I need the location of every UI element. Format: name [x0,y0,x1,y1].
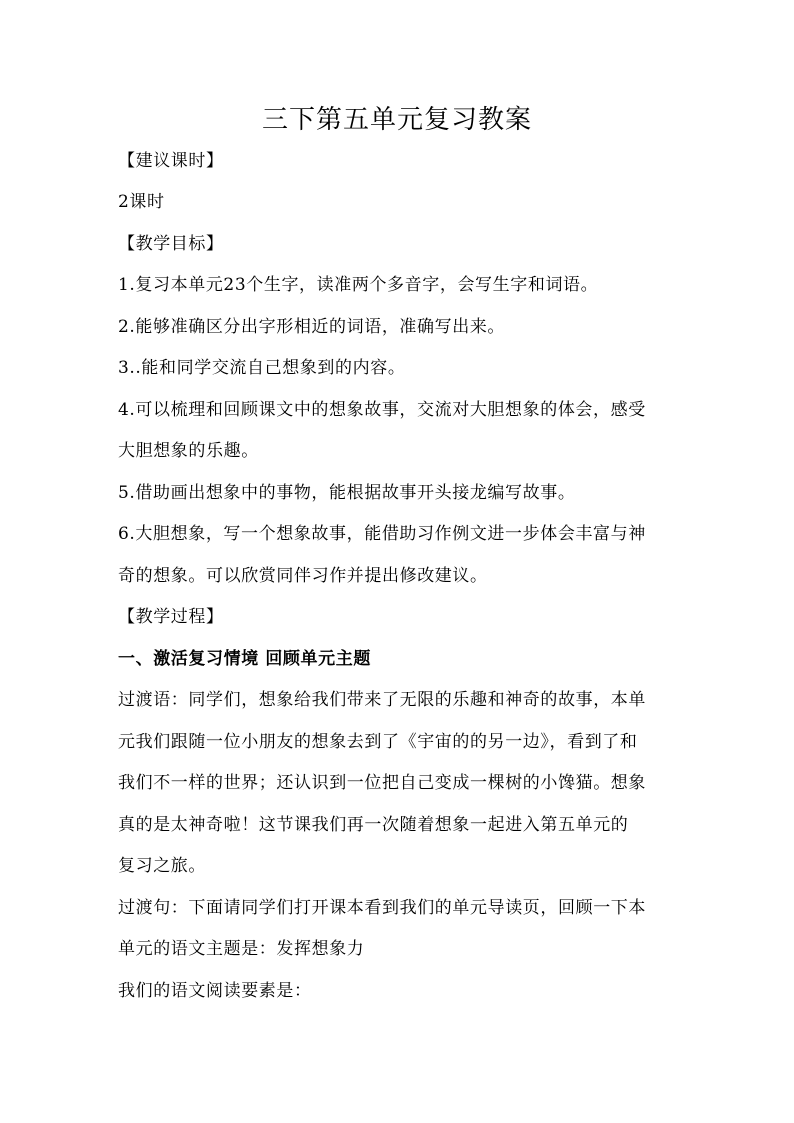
body-line: 真的是太神奇啦！这节课我们再一次随着想象一起进入第五单元的 [118,815,629,835]
goal-line: 6.大胆想象，写一个想象故事，能借助习作例文进一步体会丰富与神 [118,524,646,544]
goal-line: 大胆想象的乐趣。 [118,441,259,461]
goal-line: 5.借助画出想象中的事物，能根据故事开头接龙编写故事。 [118,483,576,503]
goals-header: 【教学目标】 [118,234,224,254]
document-title: 三下第五单元复习教案 [261,105,532,135]
body-line: 我们不一样的世界；还认识到一位把自己变成一棵树的小馋猫。想象 [118,773,646,793]
goal-line: 2.能够准确区分出字形相近的词语，准确写出来。 [118,317,506,337]
goal-line: 奇的想象。可以欣赏同伴习作并提出修改建议。 [118,566,488,586]
body-line: 过渡句：下面请同学们打开课本看到我们的单元导读页，回顾一下本 [118,898,646,918]
goal-line: 3..能和同学交流自己想象到的内容。 [118,358,406,378]
body-line: 单元的语文主题是：发挥想象力 [118,939,365,959]
process-header: 【教学过程】 [118,607,224,627]
goal-line: 4.可以梳理和回顾课文中的想象故事，交流对大胆想象的体会，感受 [118,400,646,420]
goal-line: 1.复习本单元23个生字，读准两个多音字，会写生字和词语。 [118,275,599,295]
suggested-hours-value: 2课时 [118,192,165,212]
body-line: 复习之旅。 [118,856,206,876]
body-line: 过渡语：同学们，想象给我们带来了无限的乐趣和神奇的故事，本单 [118,690,646,710]
part1-heading: 一、激活复习情境 回顾单元主题 [118,649,371,669]
body-line: 元我们跟随一位小朋友的想象去到了《宇宙的的另一边》，看到了和 [118,732,638,752]
body-line: 我们的语文阅读要素是： [118,981,312,1001]
suggested-hours-header: 【建议课时】 [118,151,224,171]
